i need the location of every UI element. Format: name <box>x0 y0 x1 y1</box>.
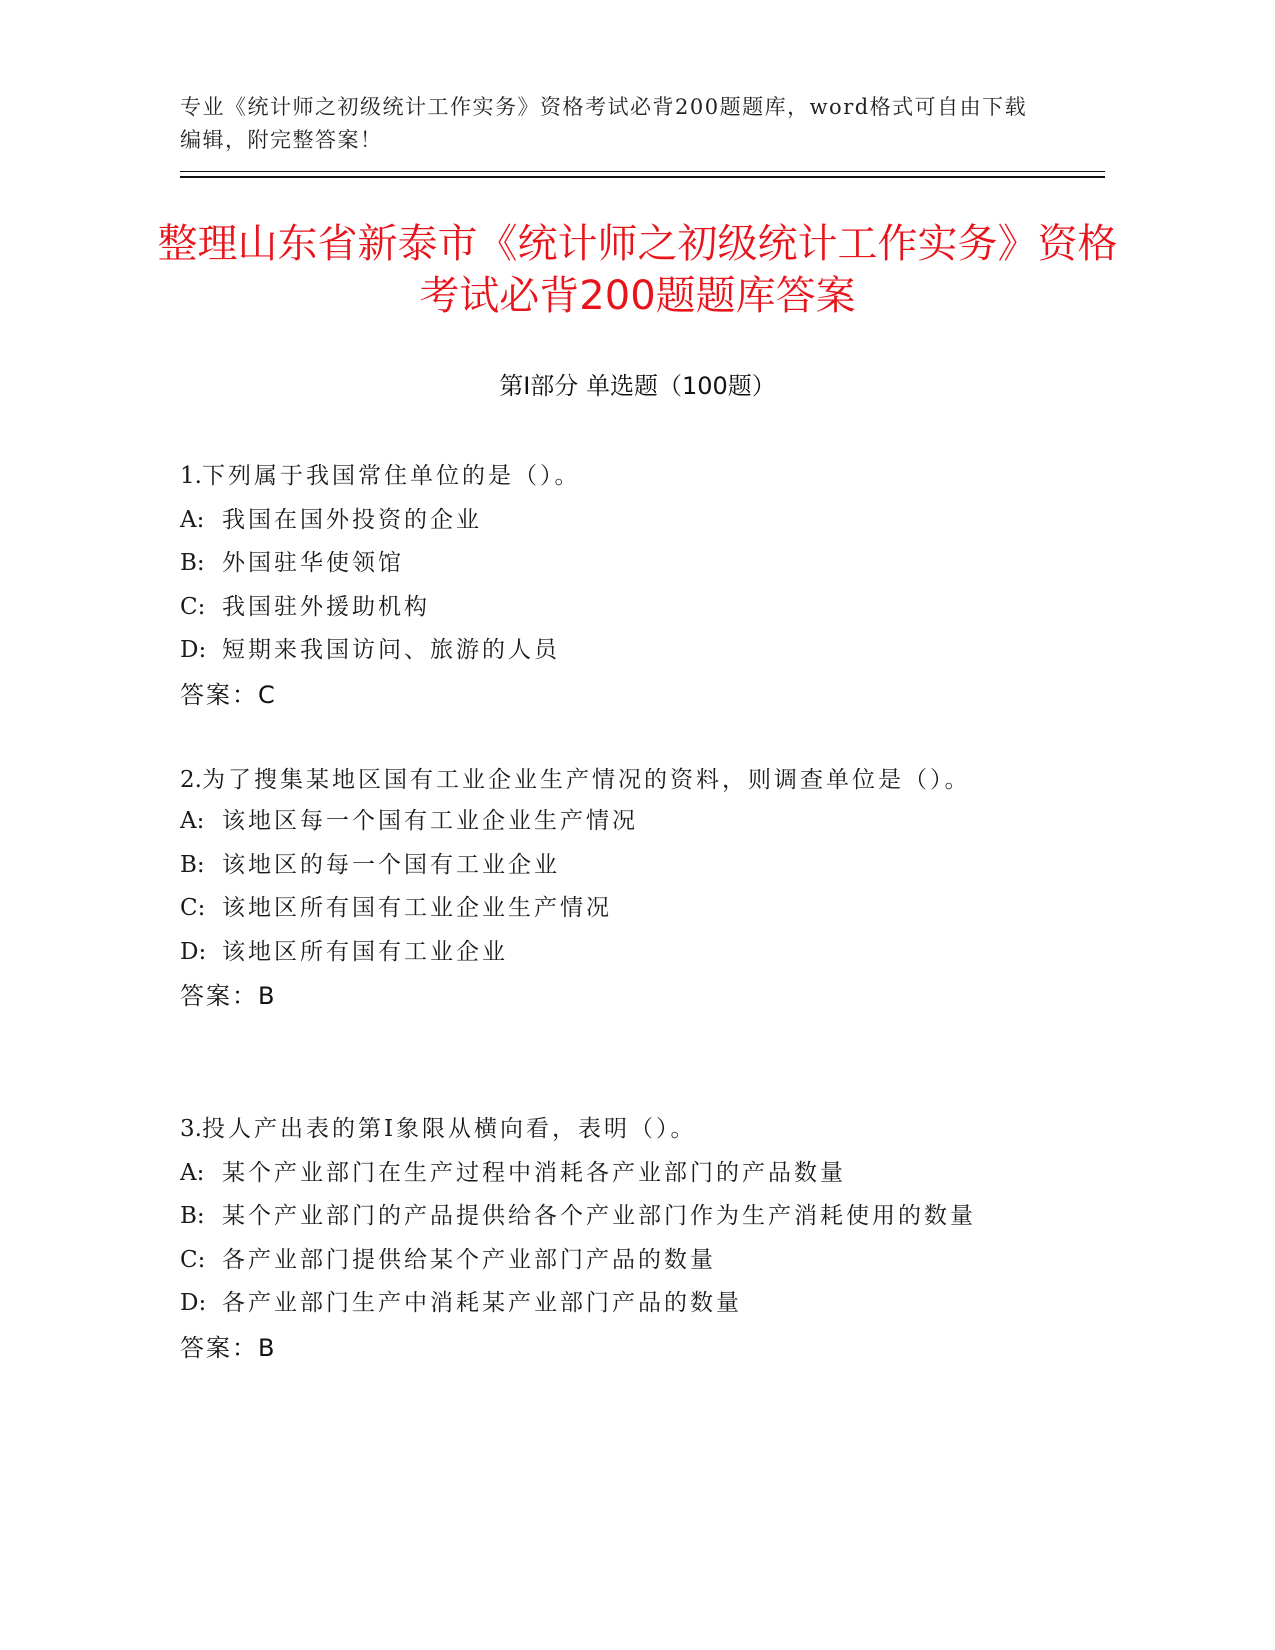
question-stem <box>180 760 1080 800</box>
option-text: 某个产业部门的产品提供给各个产业部门作为生产消耗使用的数量 <box>222 1203 976 1229</box>
option-key: D: <box>180 938 207 965</box>
option-text: 我国驻外援助机构 <box>222 593 430 620</box>
option-c <box>180 586 1080 630</box>
option-d <box>180 1282 1080 1326</box>
option-key: D: <box>180 637 207 663</box>
option-a <box>180 499 1080 543</box>
option-b <box>180 542 1080 586</box>
option-text: 外国驻华使领馆 <box>222 550 404 576</box>
question-number: 3. <box>180 1116 202 1142</box>
option-text: 我国在国外投资的企业 <box>222 506 482 533</box>
option-key: C: <box>180 895 206 921</box>
option-key: B: <box>180 851 205 878</box>
question-1 <box>180 455 1080 717</box>
option-key: A: <box>180 1159 205 1186</box>
header-divider-thick <box>180 176 1105 178</box>
question-stem <box>180 1108 1080 1152</box>
answer-line: 答案：B <box>180 1333 277 1362</box>
option-b <box>180 1195 1080 1239</box>
question-3 <box>180 1108 1080 1370</box>
option-d <box>180 629 1080 673</box>
option-key: C: <box>180 1246 206 1273</box>
option-text: 各产业部门生产中消耗某产业部门产品的数量 <box>222 1290 742 1316</box>
question-number: 1. <box>180 463 202 489</box>
question-number: 2. <box>180 767 202 793</box>
option-c <box>180 1239 1080 1283</box>
answer-line: 答案：B <box>180 982 277 1010</box>
option-text: 该地区所有国有工业企业生产情况 <box>222 895 612 921</box>
option-d <box>180 931 1080 975</box>
option-text: 该地区的每一个国有工业企业 <box>222 851 560 878</box>
document-title: 整理山东省新泰市《统计师之初级统计工作实务》资格考试必背200题题库答案 <box>157 221 1118 319</box>
option-key: B: <box>180 1203 205 1229</box>
option-c <box>180 887 1080 931</box>
section-heading: 第Ⅰ部分 单选题（100题） <box>499 372 776 400</box>
option-text: 该地区所有国有工业企业 <box>222 938 508 965</box>
option-key: C: <box>180 593 206 620</box>
question-2 <box>180 760 1080 1018</box>
option-text: 短期来我国访问、旅游的人员 <box>222 637 560 663</box>
option-key: A: <box>180 506 205 533</box>
option-b <box>180 844 1080 888</box>
option-key: B: <box>180 550 205 576</box>
answer-line: 答案：C <box>180 680 277 709</box>
option-key: A: <box>180 808 205 834</box>
question-text: 投人产出表的第Ⅰ象限从横向看，表明（）。 <box>201 1116 697 1142</box>
option-a <box>180 1152 1080 1196</box>
option-text: 某个产业部门在生产过程中消耗各产业部门的产品数量 <box>222 1159 846 1186</box>
question-text: 下列属于我国常住单位的是（）。 <box>201 463 581 489</box>
option-a <box>180 800 1080 844</box>
question-text: 为了搜集某地区国有工业企业生产情况的资料，则调查单位是（）。 <box>201 767 971 793</box>
option-key: D: <box>180 1290 207 1316</box>
header-note: 专业《统计师之初级统计工作实务》资格考试必背200题题库，word格式可自由下载编辑，附完整答案！ <box>180 95 1028 152</box>
option-text: 该地区每一个国有工业企业生产情况 <box>222 808 638 834</box>
header-divider-thin <box>180 171 1105 172</box>
question-stem <box>180 455 1080 499</box>
option-text: 各产业部门提供给某个产业部门产品的数量 <box>222 1246 716 1273</box>
